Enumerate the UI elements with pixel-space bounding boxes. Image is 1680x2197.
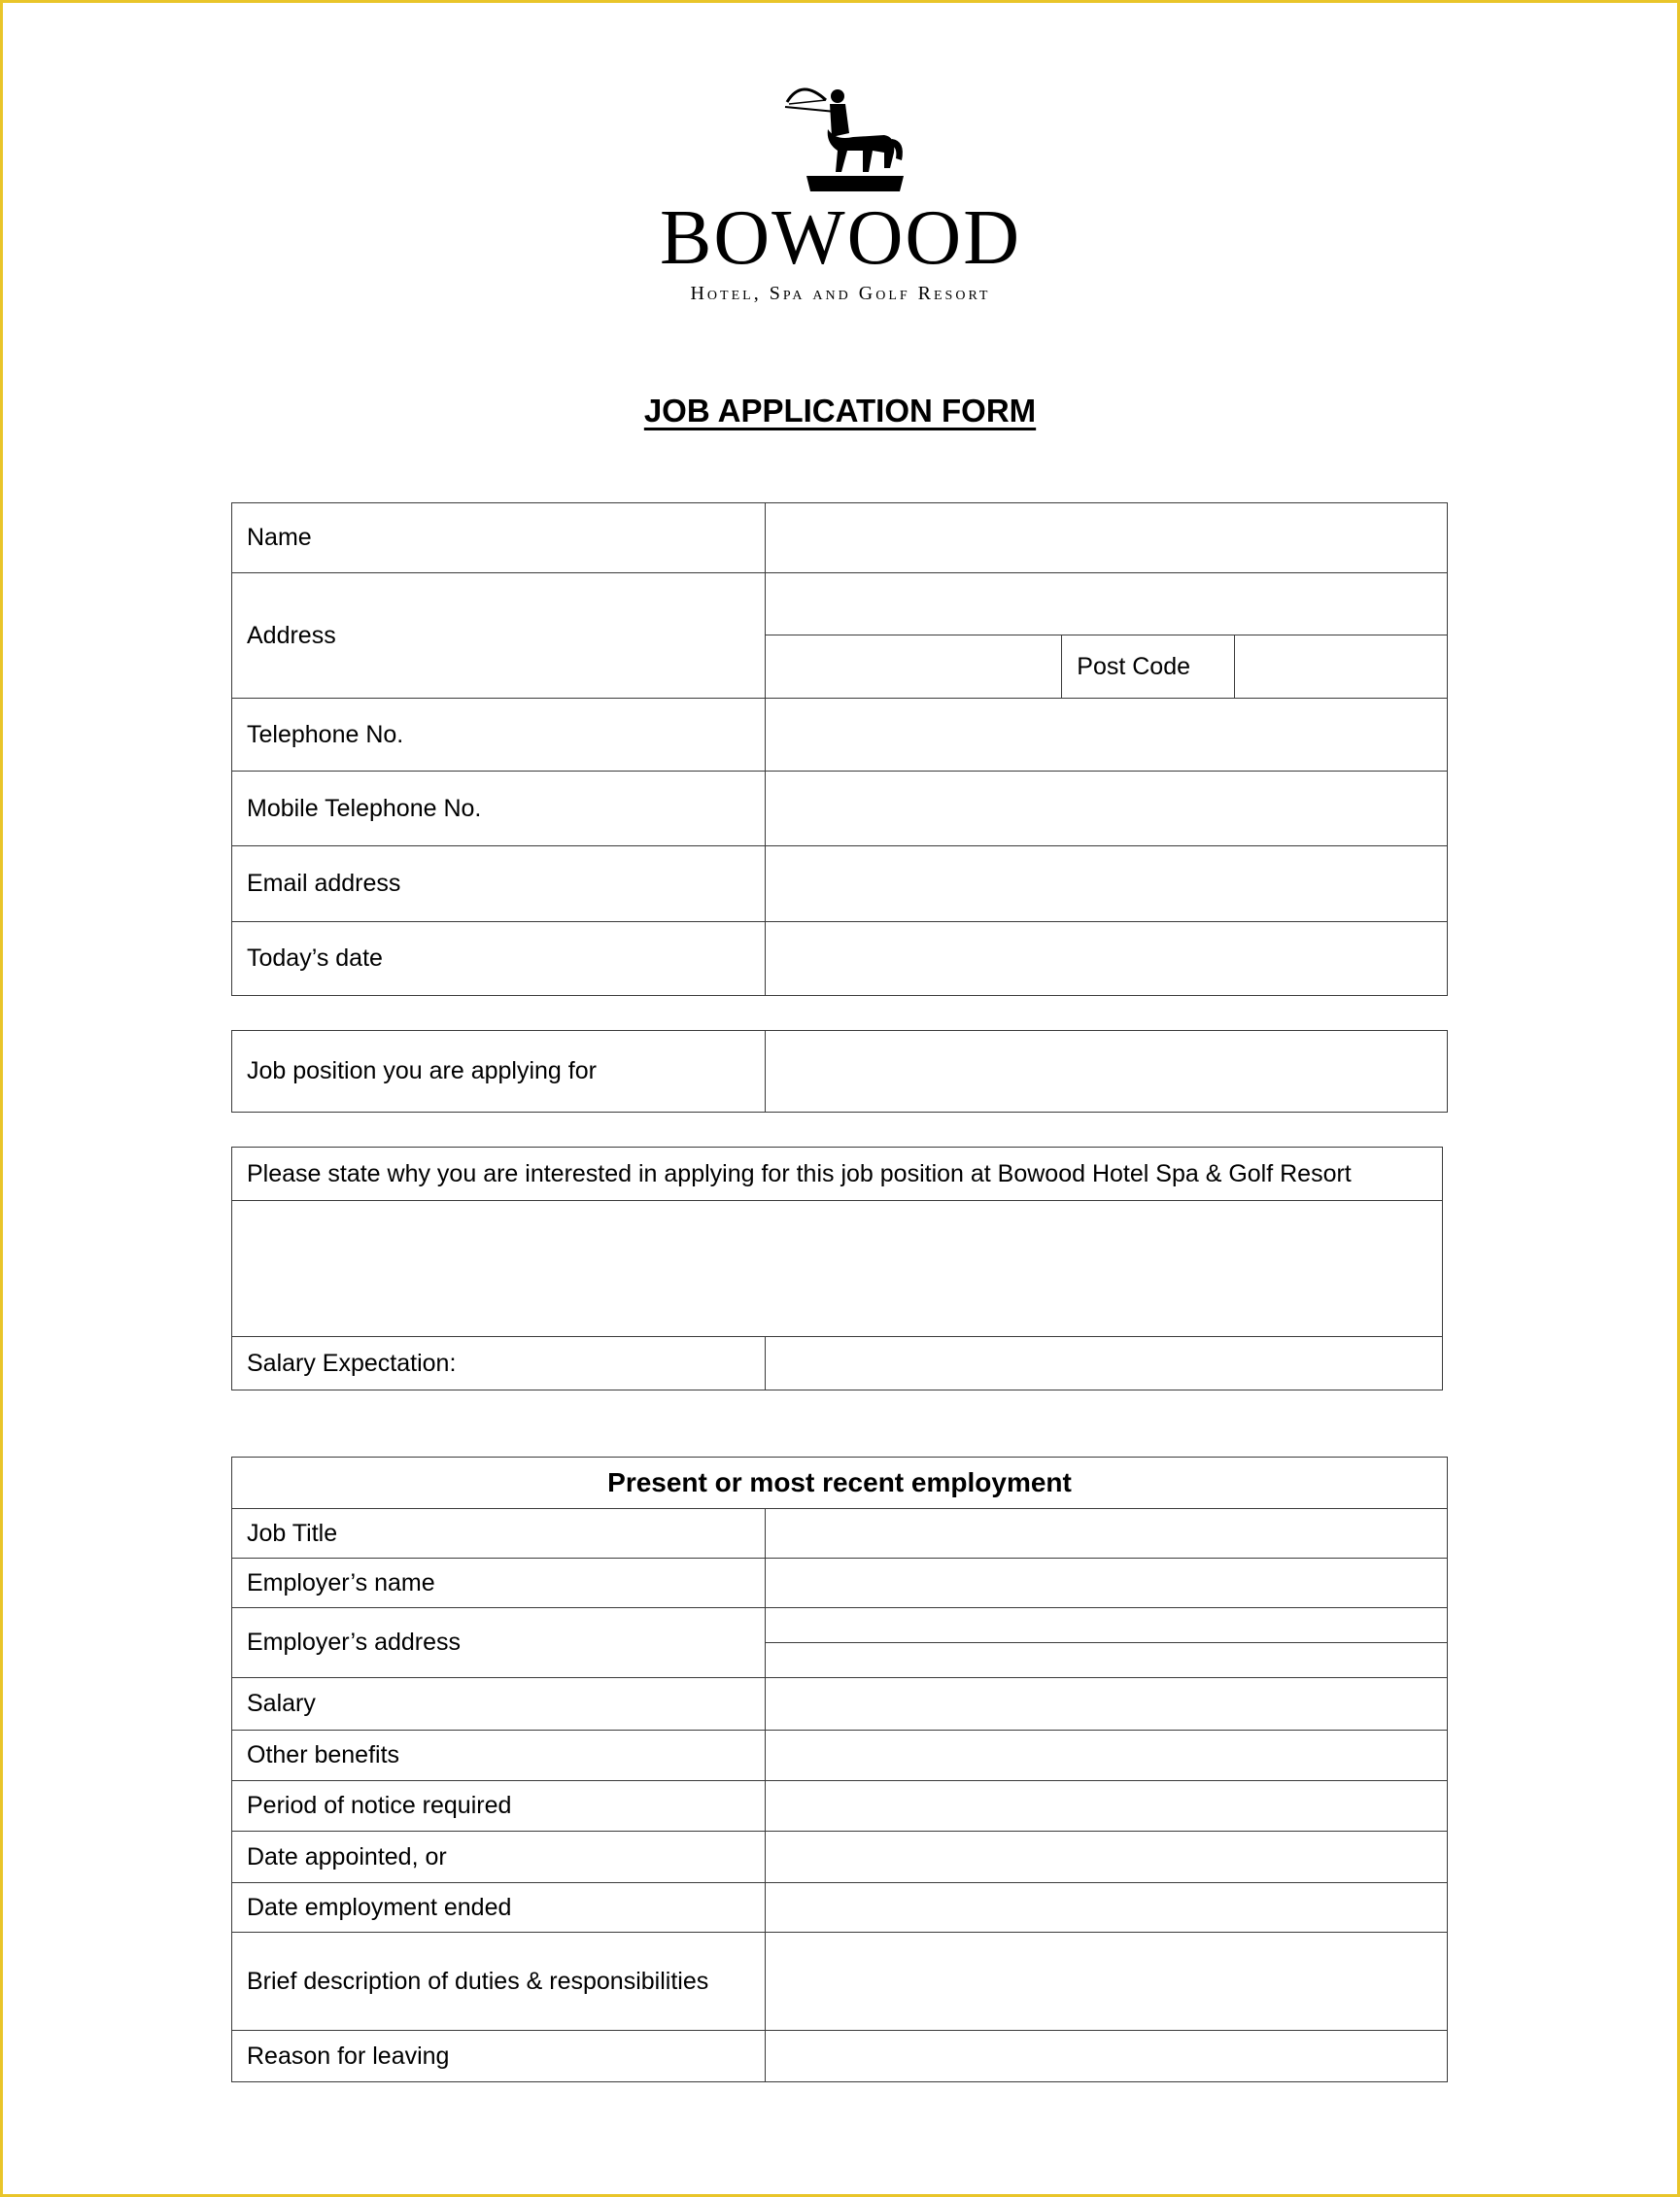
- employment-row-label: Employer’s address: [232, 1608, 766, 1678]
- employment-row-label: Date appointed, or: [232, 1832, 766, 1883]
- salary-expectation-label: Salary Expectation:: [232, 1337, 766, 1390]
- employer-address-line-1[interactable]: [766, 1642, 1447, 1643]
- address-line-2-field[interactable]: [765, 635, 1062, 699]
- mobile-label: Mobile Telephone No.: [232, 772, 766, 846]
- date-ended-field[interactable]: [765, 1883, 1447, 1933]
- mobile-field[interactable]: [765, 772, 1447, 846]
- employment-row-label: Employer’s name: [232, 1559, 766, 1608]
- bowood-logo: [641, 83, 1040, 316]
- position-table: [231, 1030, 1448, 1113]
- position-field[interactable]: [765, 1031, 1447, 1113]
- email-label: Email address: [232, 846, 766, 922]
- reason-for-leaving-field[interactable]: [765, 2031, 1447, 2082]
- brand-name: BOWOOD: [660, 195, 1021, 281]
- salary-field[interactable]: [765, 1678, 1447, 1731]
- employment-row-label: Other benefits: [232, 1731, 766, 1781]
- email-field[interactable]: [765, 846, 1447, 922]
- date-field[interactable]: [765, 922, 1447, 996]
- employment-row-label: Brief description of duties & responsibilities: [232, 1933, 766, 2031]
- interest-answer-field[interactable]: [232, 1201, 1443, 1337]
- brand-tagline: Hotel, Spa and Golf Resort: [690, 283, 991, 304]
- duties-field[interactable]: [765, 1933, 1447, 2031]
- post-code-field[interactable]: [1235, 635, 1448, 699]
- date-appointed-field[interactable]: [765, 1832, 1447, 1883]
- position-label: Job position you are applying for: [232, 1031, 766, 1113]
- name-field[interactable]: [765, 503, 1447, 573]
- employment-row-label: Salary: [232, 1678, 766, 1731]
- salary-expectation-field[interactable]: [765, 1337, 1442, 1390]
- date-label: Today’s date: [232, 922, 766, 996]
- telephone-field[interactable]: [765, 699, 1447, 772]
- employment-row-label: Job Title: [232, 1509, 766, 1559]
- job-title-field[interactable]: [765, 1509, 1447, 1559]
- centaur-archer-icon: [768, 83, 913, 199]
- interest-question: Please state why you are interested in applying for this job position at Bowood Hotel Spa & Golf Resort: [232, 1148, 1443, 1201]
- employment-row-label: Period of notice required: [232, 1781, 766, 1832]
- form-title: JOB APPLICATION FORM: [643, 393, 1037, 429]
- post-code-label: Post Code: [1062, 635, 1235, 699]
- employment-table: [231, 1457, 1448, 2082]
- address-label: Address: [232, 573, 766, 699]
- employer-name-field[interactable]: [765, 1559, 1447, 1608]
- employer-address-field[interactable]: [765, 1608, 1447, 1678]
- employment-heading: Present or most recent employment: [232, 1458, 1448, 1509]
- employment-row-label: Reason for leaving: [232, 2031, 766, 2082]
- employment-row-label: Date employment ended: [232, 1883, 766, 1933]
- address-line-1-field[interactable]: [765, 573, 1447, 635]
- other-benefits-field[interactable]: [765, 1731, 1447, 1781]
- interest-table: [231, 1147, 1443, 1390]
- telephone-label: Telephone No.: [232, 699, 766, 772]
- name-label: Name: [232, 503, 766, 573]
- notice-period-field[interactable]: [765, 1781, 1447, 1832]
- personal-details-table: [231, 502, 1448, 996]
